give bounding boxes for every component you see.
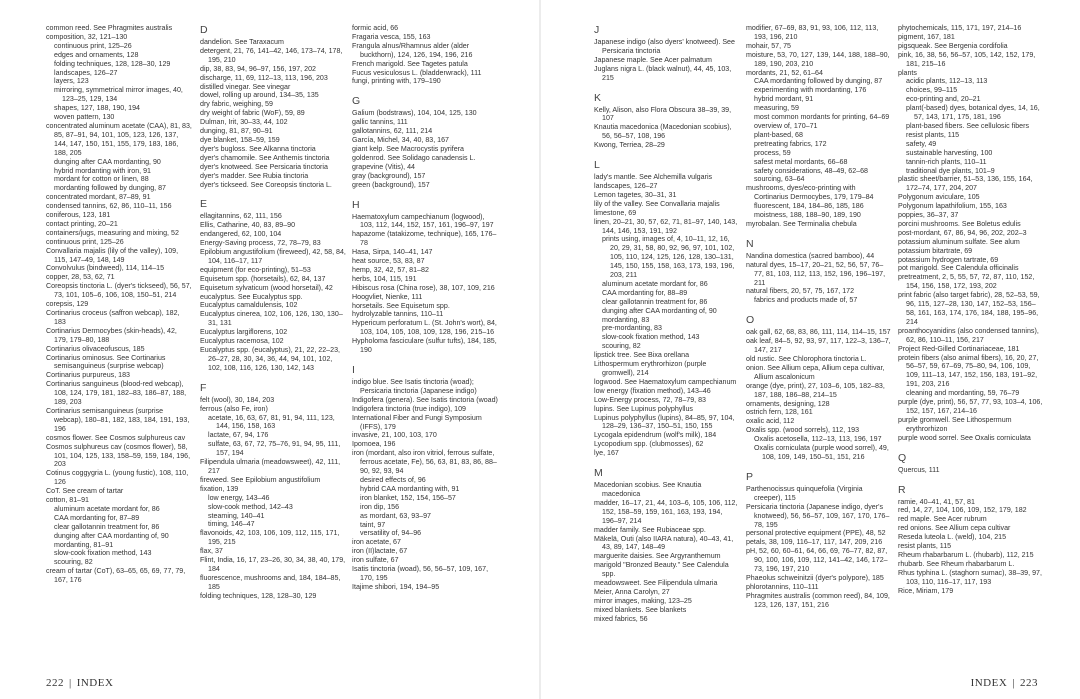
- index-subentry: prints using, images of, 4, 10–11, 12, 16, 20, 29, 31, 58, 80, 92, 96, 97, 101, 102, 105, 110, 124, 125, 126, 128, 130–131, 145, 150, 155, 158, 163, 173, 193, 196, 203, 211: [602, 235, 735, 280]
- index-entry: discharge, 11, 69, 112–13, 113, 196, 203: [200, 73, 328, 82]
- index-subentry: aluminum acetate mordant for, 86: [54, 504, 160, 513]
- index-column-5: [746, 24, 892, 610]
- index-entry: French marigold. See Tagetes patula: [352, 59, 468, 68]
- index-subentry: experimenting with mordanting, 176: [754, 86, 867, 95]
- page-number-left: 222 | INDEX: [46, 677, 114, 689]
- index-entry: phlorotannins, 110–111: [746, 582, 819, 591]
- index-entry: logwood. See Haematoxylum campechianum: [594, 377, 737, 386]
- index-subentry: pre-mordanting, 83: [602, 324, 662, 333]
- index-subentry: versatility of, 94–96: [360, 529, 422, 538]
- index-entry: corepsis, 129: [46, 300, 89, 309]
- index-entry: Persicaria tinctoria (Japanese indigo, dyer's knotweed), 56, 56–57, 109, 167, 170, 176–78, 195: [746, 502, 890, 529]
- index-letter-heading: Q: [898, 451, 907, 464]
- index-entry: phytochemicals, 115, 171, 197, 214–16: [898, 24, 1022, 32]
- index-entry: Cortinarius Dermocybes (skin-heads), 42, 179, 179–80, 188: [46, 326, 177, 344]
- index-letter-heading: M: [594, 467, 603, 480]
- index-subentry: woven pattern, 130: [54, 113, 115, 122]
- index-entry: landscapes, 126–27: [594, 181, 658, 190]
- index-entry: Lupinus polyphyllus (lupins), 84–85, 97, 104, 128–29, 136–37, 150–51, 150, 155: [594, 413, 735, 431]
- index-entry: oak gall, 62, 68, 83, 86, 111, 114, 114–15, 157: [746, 328, 891, 337]
- index-letter-heading: L: [594, 159, 600, 172]
- index-entry: Energy-Saving process, 72, 78–79, 83: [200, 239, 321, 248]
- index-entry: limestone, 69: [594, 208, 637, 217]
- index-entry: Low-Energy process, 72, 78–79, 83: [594, 395, 706, 404]
- index-entry: dip, 38, 83, 94, 96–97, 156, 197, 202: [200, 64, 316, 73]
- index-entry: Lycopodium spp. (clubmosses), 62: [594, 440, 704, 449]
- index-entry: invasive, 21, 100, 103, 170: [352, 431, 437, 440]
- index-entry: iron (II)lactate, 67: [352, 547, 408, 556]
- index-entry: Macedonian scobius. See Knautia macedonica: [594, 481, 702, 498]
- index-letter-heading: E: [200, 198, 208, 211]
- index-column-1: [46, 24, 192, 585]
- index-column-2: [200, 24, 346, 601]
- index-entry: fireweed. See Epilobium angustifolium: [200, 475, 321, 484]
- index-entry: mushrooms, dyes/eco-printing with: [746, 184, 856, 193]
- index-entry: plants: [898, 68, 917, 77]
- index-entry: Cortinarius purpureus, 183: [46, 371, 130, 380]
- index-entry: rhubarb. See Rheum rhabarbarum L.: [898, 559, 1015, 568]
- index-entry: fluorescence, mushrooms and, 184, 184–85, 185: [200, 573, 341, 591]
- index-subentry: fabrics and products made of, 57: [754, 296, 858, 305]
- index-subentry: slow-cook fixation method, 143: [602, 333, 700, 342]
- index-entry: myrobalan. See Terminalia chebula: [746, 219, 857, 228]
- index-entry: print fabric (also target fabric), 28, 52–53, 59, 96, 115, 127–28, 130, 147, 152–53, 156–58, 161, 163, 174, 176, 184, 188, 195–96, 214: [898, 291, 1040, 326]
- index-subentry: sourcing, 63–64: [754, 175, 805, 184]
- index-entry: Fragaria vesca, 155, 163: [352, 32, 431, 41]
- index-subentry: plant-based fibers. See cellulosic fibers: [906, 121, 1030, 130]
- index-entry: dyer's knotweed. See Persicaria tinctoria: [200, 162, 328, 171]
- index-entry: Oxalis spp. (wood sorrels), 112, 193: [746, 426, 860, 435]
- index-entry: pigment, 167, 181: [898, 32, 955, 41]
- index-entry: resist plants, 115: [898, 542, 952, 551]
- index-subentry: acetate, 16, 63, 67, 81, 91, 94, 111, 123, 144, 156, 158, 163: [208, 413, 335, 431]
- index-entry: natural dyes, 15–17, 20–21, 52, 56, 57, 76–77, 81, 103, 112, 113, 152, 196, 196–197, 211: [746, 260, 886, 287]
- index-subentry: fluorescent, 184, 184–86, 185, 186: [754, 202, 864, 211]
- index-entry: lupins. See Lupinus polyphyllus: [594, 404, 693, 413]
- index-entry: Galium (bodstraws), 104, 104, 125, 130: [352, 109, 477, 118]
- index-entry: folding techniques, 128, 128–30, 129: [200, 591, 317, 600]
- index-subentry: plant(-based) dyes, botanical dyes, 14, 16, 57, 143, 171, 175, 181, 196: [906, 104, 1040, 122]
- index-entry: Fucus vesiculosus L. (bladderwrack), 111: [352, 68, 482, 77]
- index-subentry: Cortinarius Dermocybes, 179, 179–84: [754, 193, 874, 202]
- index-entry: Convallaria majalis (lily of the valley), 109, 115, 147–49, 148, 149: [46, 246, 179, 264]
- index-subentry: resist plants, 115: [906, 130, 960, 139]
- index-entry: coniferous, 123, 181: [46, 211, 111, 220]
- index-entry: gallic tannins, 111: [352, 118, 408, 127]
- index-entry: mixed fabrics, 56: [594, 614, 648, 623]
- index-subentry: mordanting followed by dunging, 87: [54, 184, 167, 193]
- index-entry: Ellis, Catharine, 40, 83, 89–90: [200, 221, 296, 230]
- index-entry: mixed blankets. See blankets: [594, 605, 687, 614]
- index-entry: marguerite daisies. See Argyranthemum: [594, 552, 721, 561]
- index-entry: Equisetum spp. (horsetails), 62, 84, 137: [200, 274, 326, 283]
- index-entry: Lithospermum erythrorhizon (purple gromwell), 214: [594, 360, 707, 377]
- index-subentry: acidic plants, 112–13, 113: [906, 77, 988, 86]
- index-subentry: continuous print, 125–26: [54, 41, 132, 50]
- index-entry: distilled vinegar. See vinegar: [200, 82, 291, 91]
- index-subentry: folding techniques, 128, 128–30, 129: [54, 59, 171, 68]
- index-entry: iron (mordant, also iron vitriol, ferrous sulfate, ferrous acetate, Fe), 56, 63, 81, 83, 86, 88–90, 92, 93, 94: [352, 449, 497, 476]
- index-subentry: Oxalis acetosella, 112–13, 113, 196, 197: [754, 435, 882, 444]
- index-subentry: low energy, 143–46: [208, 493, 270, 502]
- index-entry: protein fibers (also animal fibers), 16, 20, 27, 56–57, 59, 67–69, 75–80, 94, 106, 109, 109, 111–13, 147, 152, 156, 183, 191–92, 191, 203, 216: [898, 353, 1039, 389]
- index-entry: concentrated mordant, 87–89, 91: [46, 193, 151, 202]
- index-entry: ostrich fern, 128, 161: [746, 408, 813, 417]
- index-entry: Hibiscus rosa (China rose), 38, 107, 109, 216: [352, 283, 495, 292]
- index-entry: mordants, 21, 52, 61–64: [746, 68, 823, 77]
- index-entry: Hypholoma fasciculare (sulfur tufts), 184, 185, 190: [352, 337, 497, 355]
- index-subentry: shapes, 127, 188, 190, 194: [54, 104, 140, 113]
- index-entry: formic acid, 66: [352, 24, 399, 32]
- index-entry: Kelly, Alison, also Flora Obscura 38–39, 39, 107: [594, 105, 732, 123]
- index-entry: dry fabric, weighing, 59: [200, 100, 273, 109]
- index-entry: potassium hydrogen tartrate, 69: [898, 255, 999, 264]
- index-entry: madder family. See Rubiaceae spp.: [594, 525, 706, 534]
- index-subentry: scouring, 82: [602, 342, 641, 351]
- index-subentry: CAA mordanting for, 87–89: [54, 513, 140, 522]
- index-entry: Epilobium angustifolium (fireweed), 42, 58, 84, 104, 116–17, 117: [200, 248, 346, 265]
- index-entry: common reed. See Phragmites australis: [46, 24, 173, 32]
- index-subentry: mordanting, 81–91: [54, 540, 114, 549]
- index-entry: dry weight of fabric (WoF), 59, 89: [200, 109, 305, 118]
- index-entry: dye blanket, 158–59, 159: [200, 135, 280, 144]
- index-subentry: landscapes, 126–27: [54, 68, 118, 77]
- index-subentry: overview of, 170–71: [754, 121, 818, 130]
- index-letter-heading: N: [746, 237, 754, 250]
- index-entry: gallotannins, 62, 111, 214: [352, 127, 433, 136]
- index-subentry: hybrid mordant, 91: [754, 95, 814, 104]
- index-entry: Equisetum sylvaticum (wood horsetail), 42: [200, 283, 333, 292]
- index-entry: hemp, 32, 42, 57, 81–82: [352, 265, 429, 274]
- index-entry: modifier, 67–69, 83, 91, 93, 106, 112, 113, 193, 196, 210: [746, 24, 879, 41]
- index-entry: lady's mantle. See Alchemilla vulgaris: [594, 173, 713, 182]
- index-entry: containers/jugs, measuring and mixing, 52: [46, 228, 179, 237]
- index-entry: pigsqueak. See Bergenia cordifolia: [898, 41, 1008, 50]
- index-entry: horsetails. See Equisetum spp.: [352, 301, 450, 310]
- index-subentry: choices, 99–115: [906, 86, 958, 95]
- index-entry: cosmos flower. See Cosmos sulphureus cav: [46, 433, 186, 442]
- index-entry: Cosmos sulphureus cav (cosmos flower), 58, 101, 104, 125, 133, 158–59, 159, 184, 196, 203: [46, 442, 191, 469]
- index-entry: Eucalyptus racemosa, 102: [200, 337, 284, 346]
- index-entry: lipstick tree. See Bixa orellana: [594, 351, 690, 360]
- index-subentry: measuring, 59: [754, 104, 799, 113]
- index-entry: Cortinarius ominosus. See Cortinarius semisanguineus (surprise webcap): [46, 353, 166, 371]
- index-entry: pink, 16, 38, 56, 56–57, 105, 142, 152, 179, 181, 215–16: [898, 50, 1036, 68]
- index-subentry: layers, 123: [54, 77, 89, 86]
- index-entry: purple wood sorrel. See Oxalis corniculata: [898, 433, 1031, 442]
- index-entry: Cortinarius croceus (saffron webcap), 182, 183: [46, 309, 180, 326]
- index-entry: Ipomoea, 196: [352, 440, 396, 449]
- index-subentry: dunging after CAA mordanting of, 90: [602, 306, 717, 315]
- index-subentry: dunging after CAA mordanting of, 90: [54, 531, 169, 540]
- index-entry: Cotinus coggygria L. (young fustic), 108, 110, 126: [46, 469, 189, 487]
- index-entry: Lycogala epidendrum (wolf's milk), 184: [594, 431, 717, 440]
- index-subentry: most common mordants for printing, 64–69: [754, 113, 890, 122]
- index-entry: Frangula alnus/Rhamnus alder (alder buckthorn), 124, 126, 194, 196, 216: [352, 41, 473, 59]
- index-entry: Cortinarius semisanguineus (surprise webcap), 180–81, 182, 183, 184, 191, 193, 196: [46, 406, 190, 433]
- index-entry: dowel, rolling up around, 134–35, 135: [200, 91, 319, 100]
- index-entry: dunging, 81, 87, 90–91: [200, 127, 273, 136]
- index-subentry: tannin-rich plants, 110–11: [906, 157, 987, 166]
- index-subentry: CAA mordanting followed by dunging, 87: [754, 77, 883, 86]
- index-subentry: process, 59: [754, 148, 791, 157]
- index-entry: Nandina domestica (sacred bamboo), 44: [746, 251, 875, 260]
- index-letter-heading: I: [352, 364, 355, 376]
- index-entry: petals, 38, 109, 116–17, 117, 147, 209, 216: [746, 538, 883, 547]
- index-subentry: hybrid CAA mordanting with, 91: [360, 484, 460, 493]
- index-entry: Polygonum lapathifolium, 155, 163: [898, 202, 1007, 211]
- index-entry: endangered, 62, 100, 104: [200, 230, 282, 239]
- index-letter-heading: G: [352, 95, 361, 108]
- index-entry: heat source, 53, 83, 87: [352, 257, 425, 266]
- index-letter-heading: P: [746, 470, 754, 483]
- index-entry: Kwong, Terriea, 28–29: [594, 141, 665, 150]
- index-subentry: sulfate, 63, 67, 72, 75–76, 91, 94, 95, 111, 157, 194: [208, 440, 341, 458]
- index-entry: dandelion. See Taraxacum: [200, 38, 284, 46]
- index-entry: dyer's madder. See Rubia tinctoria: [200, 171, 309, 180]
- index-entry: mirror images, making, 123–25: [594, 596, 692, 605]
- index-entry: oak leaf, 84–5, 92, 93, 97, 117, 122–3, 136–7, 147, 217: [746, 337, 891, 355]
- index-letter-heading: O: [746, 314, 755, 327]
- index-letter-heading: D: [200, 24, 208, 36]
- index-entry: Eucalyptus camaldulensis, 102: [200, 301, 298, 310]
- index-entry: Filipendula ulmaria (meadowsweet), 42, 111, 217: [200, 458, 341, 475]
- index-subentry: desired effects of, 96: [360, 475, 426, 484]
- index-entry: Polygonum aviculare, 105: [898, 193, 980, 202]
- index-entry: purple gromwell. See Lithospermum erythrorhizon: [898, 415, 1012, 433]
- index-entry: ramie, 40–41, 41, 57, 81: [898, 497, 975, 506]
- index-letter-heading: F: [200, 381, 207, 394]
- folio-label: INDEX: [970, 677, 1008, 689]
- index-entry: cream of tartar (CoT), 63–65, 65, 69, 77, 79, 167, 176: [46, 567, 186, 585]
- index-entry: Parthenocissus quinquefolia (Virginia creeper), 115: [746, 484, 863, 502]
- index-entry: ornaments, designing, 128: [746, 399, 830, 408]
- index-entry: Eucalyptus largiflorens, 102: [200, 328, 288, 337]
- index-entry: Knautia macedonica (Macedonian scobius), 56, 56–57, 108, 196: [594, 123, 732, 141]
- index-entry: gray (background), 157: [352, 171, 426, 180]
- index-entry: meadowsweet. See Filipendula ulmaria: [594, 579, 718, 588]
- index-entry: potassium aluminum sulfate. See alum: [898, 237, 1020, 246]
- index-entry: CoT. See cream of tartar: [46, 487, 124, 496]
- index-letter-heading: H: [352, 198, 360, 211]
- index-entry: ellagitannins, 62, 111, 156: [200, 212, 282, 221]
- index-entry: pH, 52, 60, 60–61, 64, 66, 69, 76–77, 82, 87, 90, 100, 106, 109, 112, 141–42, 146, 172–73, 196, 197, 210: [746, 547, 888, 574]
- index-entry: green (background), 157: [352, 180, 430, 189]
- folio-label: INDEX: [76, 677, 114, 689]
- index-entry: hapazome (tatakizome, technique), 165, 176–78: [352, 230, 497, 248]
- index-column-3: [352, 24, 498, 592]
- index-entry: Phaeolus schweinitzii (dyer's polypore), 185: [746, 573, 884, 582]
- index-entry: Hoogvliet, Nienke, 111: [352, 292, 423, 301]
- index-subentry: mordant for cotton or linen, 88: [54, 175, 149, 184]
- index-entry: Convolvulus (bindweed), 114, 114–15: [46, 264, 165, 273]
- folio-number: 223: [1020, 677, 1038, 689]
- index-entry: moisture, 53, 70, 127, 139, 144, 188, 188–90, 189, 190, 203, 210: [746, 50, 890, 68]
- index-entry: proanthocyanidins (also condensed tannins), 62, 86, 110–11, 156, 217: [898, 326, 1039, 344]
- index-entry: post-mordant, 67, 86, 94, 96, 202, 202–3: [898, 228, 1027, 237]
- index-entry: potassium bitartrate, 69: [898, 246, 973, 255]
- index-entry: Haematoxylum campechianum (logwood), 103, 112, 144, 152, 157, 161, 196–97, 197: [352, 212, 494, 230]
- index-entry: marigold "Bronzed Beauty." See Calendula spp.: [594, 561, 729, 579]
- index-subentry: timing, 146–47: [208, 520, 255, 529]
- index-entry: iron sulfate, 67: [352, 556, 399, 565]
- index-subentry: clear gallotannin treatment for, 86: [54, 522, 160, 531]
- index-entry: Meier, Anna Carolyn, 27: [594, 587, 670, 596]
- index-entry: Hypericum perforatum L. (St. John's wort), 84, 103, 104, 105, 108, 109, 128, 196, 215–16: [352, 319, 497, 337]
- index-entry: Eucalyptus spp. (eucalyptus), 21, 22, 22–23, 26–27, 28, 30, 34, 36, 44, 94, 101, 102, 102, 108, 116, 126, 130, 142, 143: [200, 346, 340, 372]
- index-subentry: lactate, 67, 94, 176: [208, 431, 269, 440]
- index-subentry: dunging after CAA mordanting, 90: [54, 157, 161, 166]
- index-entry: Dulman, Irit, 30–33, 44, 102: [200, 118, 288, 127]
- index-subentry: steaming, 140–41: [208, 511, 265, 520]
- index-entry: Rheum rhabarbarum L. (rhubarb), 112, 215: [898, 550, 1034, 559]
- index-entry: felt (wool), 30, 184, 203: [200, 395, 275, 404]
- index-subentry: sustainable harvesting, 100: [906, 148, 993, 157]
- index-subentry: Oxalis corniculata (purple wood sorrel), 49, 108, 109, 149, 150–51, 151, 216: [754, 444, 889, 461]
- index-entry: indigo blue. See Isatis tinctoria (woad); Persicaria tinctoria (Japanese indigo): [352, 378, 477, 395]
- index-entry: Rhus typhina L. (staghorn sumac), 38–39, 97, 103, 110, 116–17, 117, 193: [898, 568, 1042, 586]
- index-entry: lye, 167: [594, 449, 619, 458]
- index-entry: Quercus, 111: [898, 465, 940, 474]
- index-entry: equipment (for eco-printing), 51–53: [200, 265, 311, 274]
- index-subentry: safety considerations, 48–49, 62–68: [754, 166, 868, 175]
- index-entry: Flint, India, 16, 17, 23–26, 30, 34, 38, 40, 179, 184: [200, 556, 346, 573]
- index-entry: fungi, printing with, 179–190: [352, 77, 441, 86]
- index-entry: condensed tannins, 62, 86, 110–11, 156: [46, 202, 172, 211]
- index-entry: Isatis tinctoria (woad), 56, 56–57, 109, 167, 170, 195: [352, 565, 489, 582]
- index-letter-heading: J: [594, 24, 600, 36]
- index-entry: natural fibers, 20, 57, 75, 167, 172: [746, 287, 855, 296]
- index-entry: pretreatment, 2, 5, 55, 57, 72, 87, 110, 152, 154, 156, 158, 172, 193, 202: [898, 273, 1035, 291]
- index-entry: Rice, Miriam, 179: [898, 586, 954, 595]
- index-subentry: pretreating fabrics, 172: [754, 139, 827, 148]
- index-subentry: edges and ornaments, 128: [54, 50, 139, 59]
- index-subentry: moistness, 188, 188–90, 189, 190: [754, 211, 861, 220]
- index-entry: Lemon tagetes, 30–31, 31: [594, 190, 677, 199]
- index-entry: grapevine (Vitis), 44: [352, 162, 415, 171]
- index-entry: goldenrod. See Solidago canadensis L.: [352, 153, 476, 162]
- index-entry: plastic sheet/barrier, 51–53, 136, 155, 164, 172–74, 177, 204, 207: [898, 175, 1033, 193]
- index-subentry: scouring, 82: [54, 558, 93, 567]
- index-entry: onion. See Allium cepa, Allium cepa cultivar, Allium ascalonicum: [746, 363, 885, 381]
- index-entry: Cortinarius sanguineus (blood-red webcap), 108, 124, 179, 181, 182–83, 186–87, 188, 189, 203: [46, 380, 187, 407]
- index-entry: hydrolyzable tannins, 110–11: [352, 310, 444, 319]
- index-subentry: eco-printing and, 20–21: [906, 95, 981, 104]
- index-entry: Coreopsis tinctoria L. (dyer's tickseed), 56, 57, 73, 101, 105–6, 106, 108, 150–51, 214: [46, 282, 192, 300]
- index-entry: dyer's bugloss. See Alkanna tinctoria: [200, 144, 316, 153]
- index-entry: contact printing, 20–21: [46, 219, 118, 228]
- index-subentry: slow-cook fixation method, 143: [54, 549, 152, 558]
- index-entry: copper, 28, 53, 62, 71: [46, 273, 115, 282]
- page-number-right: INDEX | 223: [970, 677, 1038, 689]
- index-entry: detergent, 21, 76, 141–42, 146, 173–74, 178, 195, 210: [200, 46, 343, 64]
- index-entry: Eucalyptus cinerea, 102, 106, 126, 130, 130–31, 131: [200, 310, 343, 328]
- index-subentry: mordanting, 83: [602, 315, 650, 324]
- index-entry: flavonoids, 42, 103, 106, 109, 112, 115, 171, 195, 215: [200, 529, 340, 547]
- index-entry: orange (dye, print), 27, 103–6, 105, 182–83, 187, 188, 186–88, 214–15: [746, 381, 885, 399]
- index-entry: Mäkelä, Outi (also IIARA natura), 40–43, 41, 43, 89, 147, 148–49: [594, 534, 734, 552]
- index-entry: cotton, 81–91: [46, 496, 89, 505]
- index-subentry: traditional dye plants, 101–9: [906, 166, 995, 175]
- index-subentry: slow-cook method, 142–43: [208, 502, 293, 511]
- index-entry: red, 14, 27, 104, 106, 109, 152, 179, 182: [898, 506, 1027, 515]
- index-entry: red maple. See Acer rubrum: [898, 515, 987, 524]
- index-entry: herbs, 104, 115, 191: [352, 274, 417, 283]
- index-entry: García, Michel, 34, 40, 83, 167: [352, 136, 450, 145]
- index-entry: Itajime shibori, 194, 194–95: [352, 582, 440, 591]
- index-subentry: mirroring, symmetrical mirror images, 40, 123–25, 129, 134: [54, 86, 183, 104]
- index-entry: personal protective equipment (PPE), 48, 52: [746, 529, 886, 538]
- index-entry: Japanese indigo (also dyers' knotweed). See Persicaria tinctoria: [594, 38, 735, 55]
- index-entry: flax, 37: [200, 547, 223, 556]
- index-entry: Hasa, Sirpa, 140–41, 147: [352, 248, 433, 257]
- index-subentry: iron dip, 156: [360, 502, 400, 511]
- folio-number: 222: [46, 677, 64, 689]
- index-subentry: plant-based, 68: [754, 130, 803, 139]
- index-entry: poppies, 36–37, 37: [898, 211, 959, 220]
- right-page: [540, 0, 1080, 699]
- index-entry: International Fiber and Fungi Symposium (IFFS), 179: [352, 413, 482, 431]
- index-entry: porcini mushrooms. See Boletus edulis: [898, 219, 1021, 228]
- index-subentry: cleaning and mordanting, 59, 76–79: [906, 389, 1020, 398]
- index-subentry: clear gallotannin treatment for, 86: [602, 297, 708, 306]
- index-entry: Indigofera (genera). See Isatis tinctoria (woad): [352, 395, 498, 404]
- index-entry: eucalyptus. See Eucalyptus spp.: [200, 292, 303, 301]
- index-subentry: iron blanket, 152, 154, 156–57: [360, 493, 456, 502]
- index-subentry: taint, 97: [360, 520, 386, 529]
- index-subentry: safest metal mordants, 66–68: [754, 157, 848, 166]
- index-column-6: [898, 24, 1044, 595]
- index-entry: Phragmites australis (common reed), 84, 109, 123, 126, 137, 151, 216: [746, 591, 890, 609]
- index-entry: concentrated aluminum acetate (CAA), 81, 83, 85, 87–91, 94, 101, 105, 123, 126, 137, 144, 147, 150, 151, 155, 179, 183, 186, 188, 205: [46, 121, 192, 157]
- index-entry: continuous print, 125–26: [46, 237, 124, 246]
- index-entry: low energy (fixation method), 143–46: [594, 386, 711, 395]
- index-entry: old rustic. See Chlorophora tinctoria L.: [746, 355, 867, 363]
- index-entry: Japanese maple. See Acer palmatum: [594, 55, 712, 64]
- index-entry: iron acetate, 67: [352, 538, 401, 547]
- index-entry: giant kelp. See Macrocystis pyrifera: [352, 144, 464, 153]
- index-entry: Juglans nigra L. (black walnut), 44, 45, 103, 215: [594, 64, 732, 82]
- index-letter-heading: K: [594, 91, 602, 104]
- index-subentry: aluminum acetate mordant for, 86: [602, 279, 708, 288]
- index-entry: oxalic acid, 112: [746, 417, 795, 426]
- index-subentry: safety, 49: [906, 139, 937, 148]
- index-entry: ferrous (also Fe, iron): [200, 404, 268, 413]
- index-entry: fixation, 139: [200, 484, 239, 493]
- index-entry: linen, 20–21, 30, 57, 62, 71, 81–97, 140, 143, 144, 146, 153, 191, 192: [594, 217, 738, 235]
- index-entry: composition, 32, 121–130: [46, 32, 128, 41]
- index-entry: mohair, 57, 75: [746, 41, 791, 50]
- index-entry: Project Red-Gilled Cortinariaceae, 181: [898, 344, 1020, 353]
- index-entry: Reseda luteola L. (weld), 104, 215: [898, 533, 1007, 542]
- index-entry: lily of the valley. See Convallaria majalis: [594, 199, 720, 208]
- index-letter-heading: R: [898, 483, 906, 496]
- index-entry: dyer's chamomile. See Anthemis tinctoria: [200, 153, 330, 162]
- index-subentry: CAA mordanting for, 88–89: [602, 288, 688, 297]
- index-entry: red onions. See Allium cepa cultivar: [898, 524, 1011, 533]
- index-entry: Cortinarius olivaceofuscus, 185: [46, 344, 145, 353]
- index-subentry: as mordant, 63, 93–97: [360, 511, 431, 520]
- index-entry: madder, 16–17, 21, 44, 103–6, 105, 106, 112, 152, 158–59, 159, 161, 163, 193, 194, 196–97, 214: [594, 498, 738, 525]
- index-entry: Indigofera tinctoria (true indigo), 109: [352, 404, 466, 413]
- index-entry: purple (dye, print), 56, 57, 77, 93, 103–4, 106, 152, 157, 167, 214–16: [898, 398, 1043, 415]
- index-subentry: hybrid mordanting with iron, 91: [54, 166, 151, 175]
- index-entry: dyer's tickseed. See Coreopsis tinctoria L.: [200, 180, 332, 189]
- index-entry: pot marigold. See Calendula officinalis: [898, 264, 1019, 273]
- index-column-4: [594, 24, 740, 624]
